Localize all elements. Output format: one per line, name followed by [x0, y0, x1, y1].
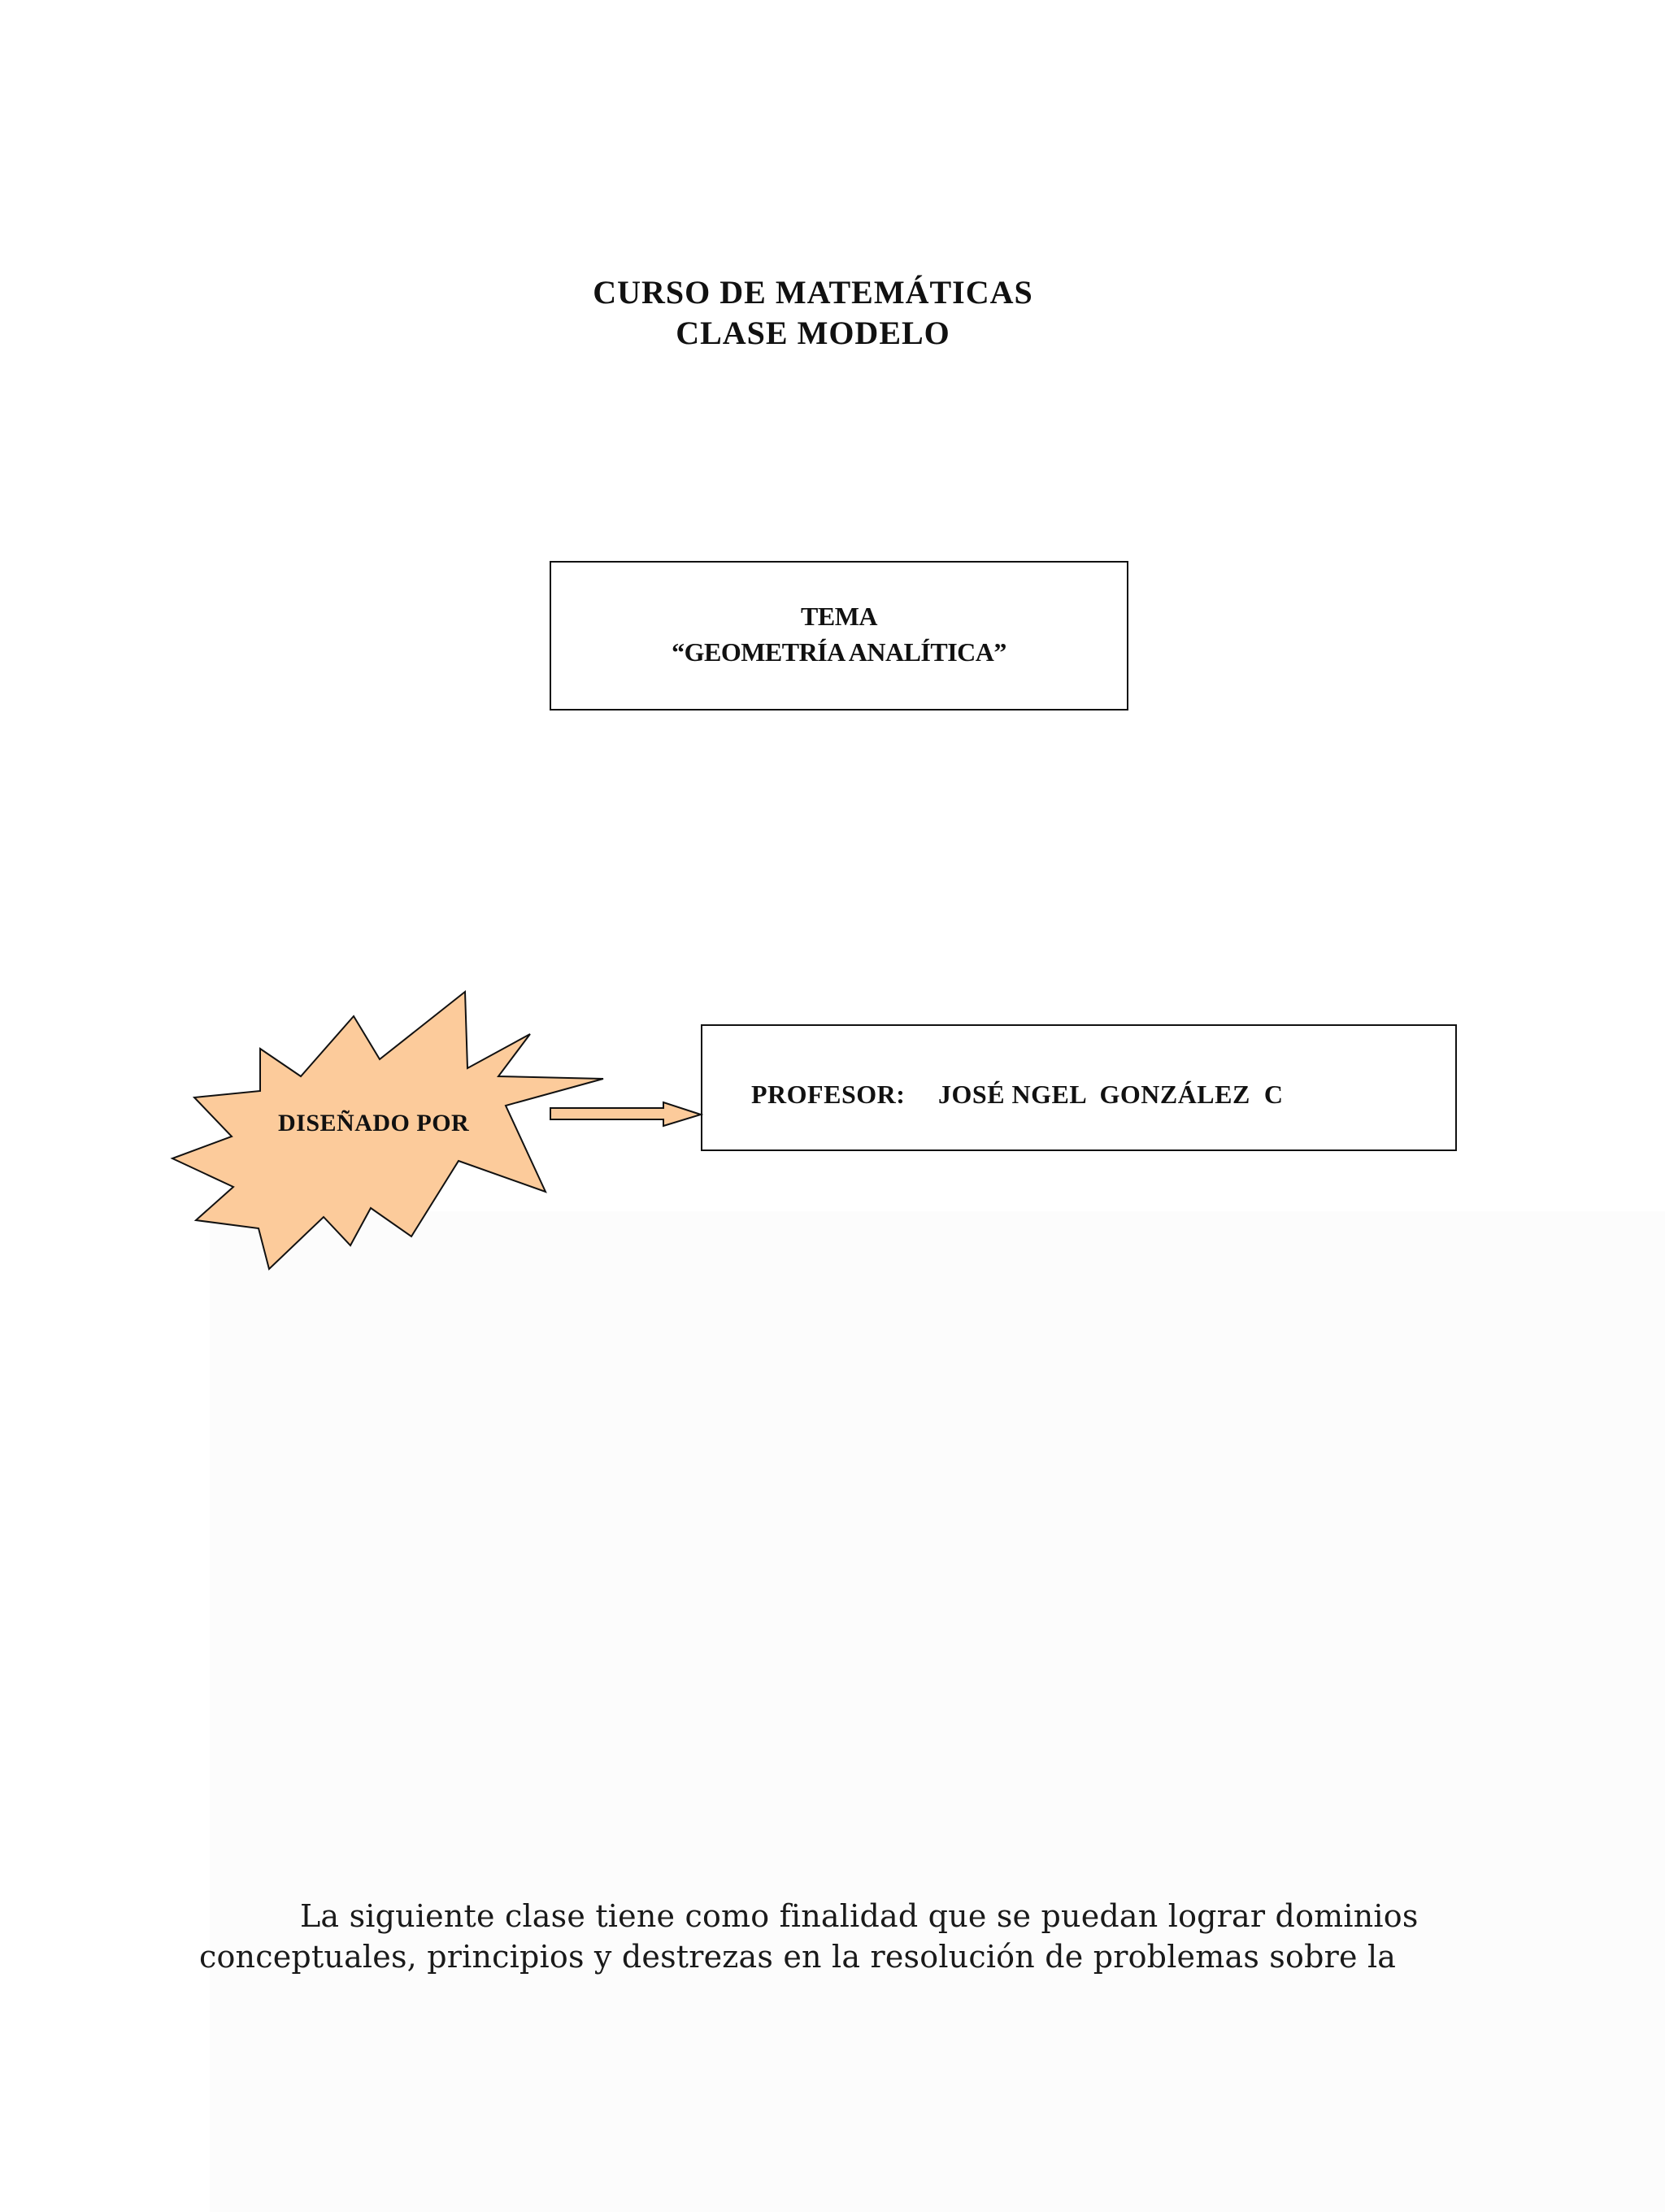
designed-by-label: DISEÑADO POR [278, 1110, 470, 1136]
professor-box [701, 1024, 1457, 1151]
professor-name: JOSÉ NGEL GONZÁLEZ C [938, 1080, 1284, 1109]
topic-label: TEMA [801, 602, 877, 631]
topic-value: “GEOMETRÍA ANALÍTICA” [672, 637, 1006, 667]
intro-line-1: La siguiente clase tiene como finalidad que se puedan lograr dominios [300, 1898, 1419, 1934]
arrow-shape [550, 1102, 701, 1126]
class-subtitle: CLASE MODELO [676, 315, 950, 351]
intro-paragraph [199, 1896, 1467, 1977]
course-title: CURSO DE MATEMÁTICAS [593, 274, 1033, 311]
professor-label: PROFESOR: [751, 1080, 906, 1109]
intro-line-2: conceptuales, principios y destrezas en la resolución de problemas sobre la [199, 1939, 1397, 1975]
